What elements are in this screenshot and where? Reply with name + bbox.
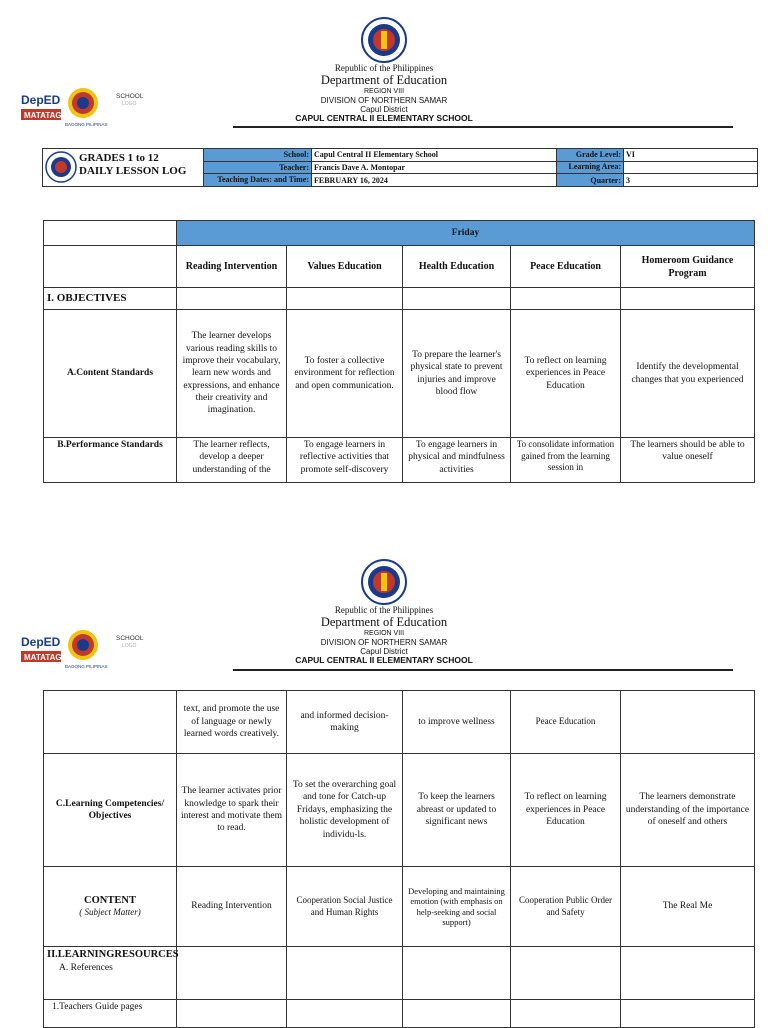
table-cell: To reflect on learning experiences in Peace Education [511, 310, 621, 438]
grade-value: VI [624, 149, 758, 162]
republic-text: Republic of the Philippines [334, 605, 434, 615]
table-cell: To consolidate information gained from the learning session in [511, 438, 621, 483]
col-header: Reading Intervention [177, 246, 287, 288]
teacher-label: Teacher: [204, 161, 312, 174]
competencies-label: C.Learning Competencies/ Objectives [44, 754, 177, 867]
col-header: Health Education [403, 246, 511, 288]
table-cell [621, 691, 755, 754]
references-label: A. References [59, 962, 113, 973]
deped-small-seal-icon [45, 151, 77, 183]
region-text: REGION VIII [363, 87, 405, 95]
empty-cell [511, 288, 621, 310]
table-cell: Reading Intervention [177, 867, 287, 947]
subject-header-row [44, 246, 755, 288]
resources-label: II.LEARNINGRESOURCES [47, 949, 179, 960]
district-text: Capul District [360, 104, 408, 114]
svg-text:DepED: DepED [21, 635, 61, 649]
table-row [44, 867, 755, 947]
empty-cell [621, 947, 755, 1000]
lesson-info-table [42, 148, 758, 187]
table-row [44, 754, 755, 867]
table-cell: Cooperation Social Justice and Human Rights [287, 867, 403, 947]
school-logo-label: SCHOOL [116, 93, 144, 100]
table-cell: To engage learners in reflective activities that promote self-discovery [287, 438, 403, 483]
table-cell: The learner reflects, develop a deeper understanding of the [177, 438, 287, 483]
grade-label: Grade Level: [557, 149, 624, 162]
table-cell: The learners should be able to value oneself [621, 438, 755, 483]
empty-cell [287, 288, 403, 310]
table-cell: To engage learners in physical and mindfulness activities [403, 438, 511, 483]
quarter-label: Quarter: [557, 174, 624, 187]
letterhead [234, 63, 534, 124]
table-cell: Developing and maintaining emotion (with emphasis on help-seeking and social support) [403, 867, 511, 947]
svg-text:BAGONG PILIPINAS: BAGONG PILIPINAS [65, 664, 108, 669]
empty-cell [287, 1000, 403, 1028]
school-logo-sub: LOGO [122, 101, 137, 107]
table-cell: and informed decision-making [287, 691, 403, 754]
deped-seal-icon [361, 559, 407, 605]
content-sub-label: ( Subject Matter) [79, 907, 141, 918]
empty-cell [177, 1000, 287, 1028]
empty-cell [511, 1000, 621, 1028]
col-header: Homeroom Guidance Program [621, 246, 755, 288]
svg-text:BAGONG PILIPINAS: BAGONG PILIPINAS [65, 122, 108, 127]
empty-cell [403, 288, 511, 310]
table-cell: To prepare the learner's physical state to prevent injuries and improve blood flow [403, 310, 511, 438]
log-title [79, 152, 186, 178]
table-cell: The learner activates prior knowledge to spark their interest and motivate them to read. [177, 754, 287, 867]
empty-cell [177, 288, 287, 310]
quarter-value: 3 [624, 174, 758, 187]
page-1 [0, 0, 768, 500]
table-cell: Identify the developmental changes that you experienced [621, 310, 755, 438]
col-header: Peace Education [511, 246, 621, 288]
table-row [44, 288, 755, 310]
empty-cell [287, 947, 403, 1000]
table-cell: To keep the learners abreast or updated to significant news [403, 754, 511, 867]
school-logo-label: SCHOOL [116, 635, 144, 642]
content-label: CONTENT [84, 894, 136, 906]
table-cell: To set the overarching goal and tone for Catch-up Fridays, emphasizing the holistic development of individu-ls. [287, 754, 403, 867]
area-label: Learning Area: [557, 161, 624, 174]
empty-cell [621, 1000, 755, 1028]
empty-cell [177, 947, 287, 1000]
table-row [44, 310, 755, 438]
corner-cell [44, 221, 177, 246]
school-logo-placeholder [116, 93, 143, 107]
empty-cell [44, 691, 177, 754]
division-text: DIVISION OF NORTHERN SAMAR [320, 637, 448, 647]
svg-text:MATATAG: MATATAG [24, 111, 62, 120]
resources-label-cell [44, 947, 177, 1000]
page-2 [0, 545, 768, 1024]
school-name-text: CAPUL CENTRAL II ELEMENTARY SCHOOL [295, 655, 473, 666]
content-standards-label: A.Content Standards [44, 310, 177, 438]
log-title-line2: DAILY LESSON LOG [79, 165, 187, 178]
republic-text: Republic of the Philippines [334, 63, 434, 73]
content-label-cell [44, 867, 177, 947]
svg-text:DepED: DepED [21, 93, 61, 107]
teachers-guide-label: 1.Teachers Guide pages [44, 1000, 177, 1028]
bagong-pilipinas-logo-icon [64, 628, 108, 670]
header-divider [233, 126, 733, 128]
deped-matatag-logo-icon [19, 90, 63, 124]
svg-text:MATATAG: MATATAG [24, 653, 62, 662]
table-cell: The Real Me [621, 867, 755, 947]
school-value: Capul Central II Elementary School [312, 149, 557, 162]
day-header: Friday [177, 221, 755, 246]
table-cell: to improve wellness [403, 691, 511, 754]
table-row [44, 947, 755, 1000]
empty-cell [621, 288, 755, 310]
table-cell: Peace Education [511, 691, 621, 754]
deped-seal-icon [361, 17, 407, 63]
department-text: Department of Education [320, 615, 448, 630]
table-row [44, 691, 755, 754]
col-header: Values Education [287, 246, 403, 288]
empty-cell [511, 947, 621, 1000]
lesson-table-page2 [43, 690, 755, 1028]
deped-matatag-logo-icon [19, 632, 63, 666]
lesson-table-page1 [43, 220, 755, 483]
table-cell: text, and promote the use of language or newly learned words creatively. [177, 691, 287, 754]
region-text: REGION VIII [363, 629, 405, 637]
table-cell: To foster a collective environment for reflection and open communication. [287, 310, 403, 438]
objectives-label: I. OBJECTIVES [44, 288, 177, 310]
table-cell: The learners demonstrate understanding of the importance of oneself and others [621, 754, 755, 867]
department-text: Department of Education [320, 73, 448, 88]
teacher-value: Francis Dave A. Montopar [312, 161, 557, 174]
division-text: DIVISION OF NORTHERN SAMAR [320, 95, 448, 105]
table-row [44, 1000, 755, 1028]
school-label: School: [204, 149, 312, 162]
empty-cell [403, 1000, 511, 1028]
school-logo-sub: LOGO [122, 643, 137, 649]
empty-cell [44, 246, 177, 288]
bagong-pilipinas-logo-icon [64, 86, 108, 128]
dates-label: Teaching Dates: and Time: [204, 174, 312, 187]
school-name-text: CAPUL CENTRAL II ELEMENTARY SCHOOL [295, 113, 473, 124]
log-title-cell [43, 149, 204, 187]
log-title-line1: GRADES 1 to 12 [79, 152, 159, 164]
district-text: Capul District [360, 646, 408, 656]
letterhead [234, 605, 534, 666]
table-row [44, 438, 755, 483]
school-logo-placeholder [116, 635, 143, 649]
table-cell: Cooperation Public Order and Safety [511, 867, 621, 947]
area-value [624, 161, 758, 174]
empty-cell [403, 947, 511, 1000]
performance-label: B.Performance Standards [44, 438, 177, 483]
table-cell: To reflect on learning experiences in Peace Education [511, 754, 621, 867]
header-divider [233, 669, 733, 671]
dates-value: FEBRUARY 16, 2024 [312, 174, 557, 187]
table-cell: The learner develops various reading skills to improve their vocabulary, learn new words and expressions, and enhance their creativity and imagination. [177, 310, 287, 438]
